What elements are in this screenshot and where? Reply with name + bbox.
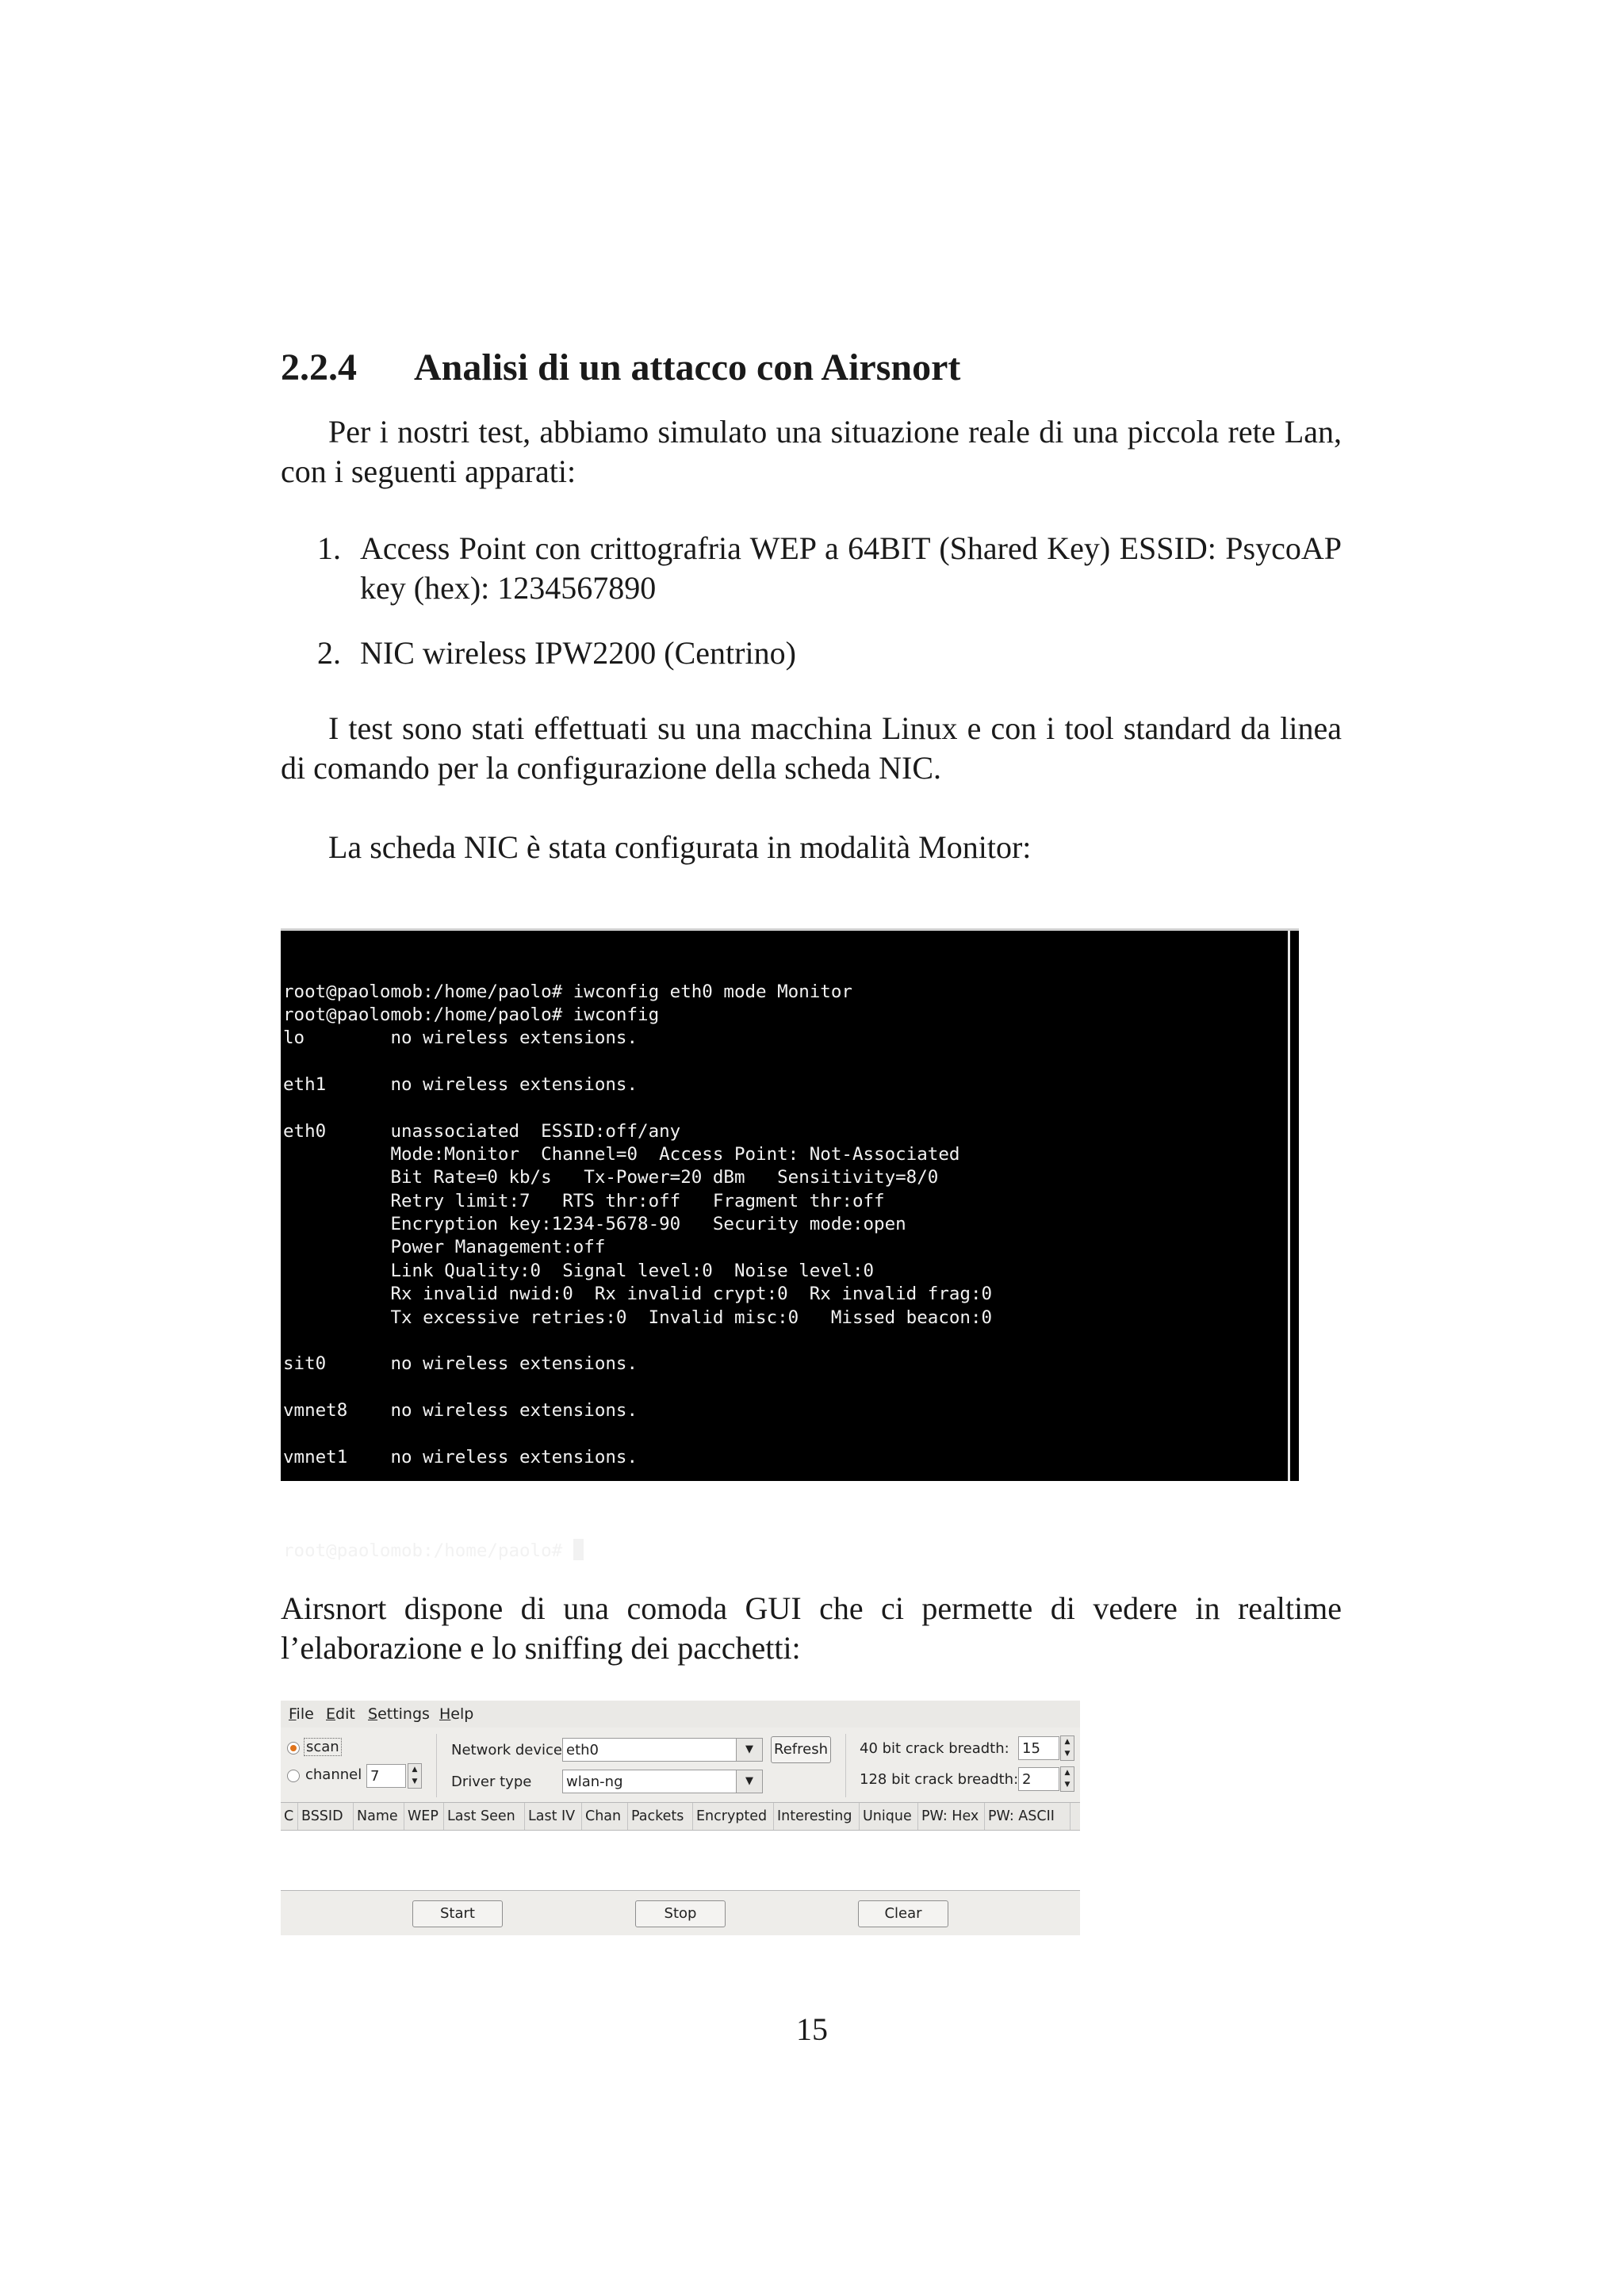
terminal-line: sit0 no wireless extensions. bbox=[283, 1353, 638, 1375]
network-list[interactable] bbox=[281, 1831, 1080, 1891]
terminal-line: root@paolomob:/home/paolo# iwconfig eth0 mode Monitor bbox=[283, 981, 852, 1002]
terminal-line: Power Management:off bbox=[283, 1237, 606, 1258]
column-bssid[interactable]: BSSID bbox=[298, 1803, 354, 1830]
terminal-line: vmnet1 no wireless extensions. bbox=[283, 1446, 638, 1468]
column-unique[interactable]: Unique bbox=[860, 1803, 918, 1830]
terminal-line bbox=[283, 1422, 992, 1445]
list-text: Access Point con crittografria WEP a 64BIT (Shared Key) ESSID: PsycoAP key (hex): 1234567890 bbox=[360, 530, 1342, 606]
terminal-line bbox=[283, 1376, 992, 1399]
terminal-line bbox=[283, 1096, 992, 1119]
terminal-line: lo no wireless extensions. bbox=[283, 1027, 638, 1049]
terminal-line: eth1 no wireless extensions. bbox=[283, 1074, 638, 1096]
terminal-prompt: root@paolomob:/home/paolo# bbox=[283, 1540, 573, 1561]
column-interesting[interactable]: Interesting bbox=[774, 1803, 860, 1830]
terminal-line: eth0 unassociated ESSID:off/any bbox=[283, 1120, 681, 1142]
crack128-stepper[interactable]: ▲ ▼ bbox=[1060, 1766, 1074, 1792]
start-button[interactable]: Start bbox=[412, 1900, 503, 1927]
terminal-scrollbar[interactable] bbox=[1288, 931, 1299, 1481]
column-name[interactable]: Name bbox=[354, 1803, 404, 1830]
chevron-down-icon[interactable]: ▼ bbox=[736, 1738, 763, 1762]
clear-button[interactable]: Clear bbox=[858, 1900, 948, 1927]
column-last-seen[interactable]: Last Seen bbox=[444, 1803, 525, 1830]
column-pw-hex[interactable]: PW: Hex bbox=[918, 1803, 985, 1830]
chevron-down-icon[interactable]: ▼ bbox=[736, 1770, 763, 1793]
list-item bbox=[317, 529, 1342, 608]
channel-input[interactable]: 7 bbox=[366, 1764, 406, 1788]
scan-label: scan bbox=[304, 1738, 342, 1756]
network-device-field[interactable]: eth0 bbox=[562, 1738, 737, 1762]
monitor-paragraph: La scheda NIC è stata configurata in modalità Monitor: bbox=[328, 829, 1032, 865]
terminal-line bbox=[283, 1330, 992, 1353]
network-table-header bbox=[281, 1802, 1080, 1831]
terminal-output bbox=[283, 934, 992, 1609]
driver-type-label: Driver type bbox=[451, 1774, 532, 1790]
toolbar-separator bbox=[436, 1734, 437, 1797]
column-chan[interactable]: Chan bbox=[582, 1803, 628, 1830]
crack128-label: 128 bit crack breadth: bbox=[860, 1771, 1019, 1788]
terminal-line: Encryption key:1234-5678-90 Security mode:open bbox=[283, 1214, 906, 1235]
column-encrypted[interactable]: Encrypted bbox=[693, 1803, 774, 1830]
menu-edit[interactable]: Edit bbox=[326, 1705, 355, 1723]
list-text: NIC wireless IPW2200 (Centrino) bbox=[360, 635, 796, 671]
channel-radio[interactable] bbox=[287, 1770, 300, 1782]
toolbar-separator bbox=[845, 1734, 846, 1797]
gui-paragraph: Airsnort dispone di una comoda GUI che ci permette di vedere in realtime l’elaborazione e lo sniffing dei pacchetti: bbox=[281, 1590, 1342, 1666]
menu-file[interactable]: File bbox=[289, 1705, 314, 1723]
tests-paragraph: I test sono stati effettuati su una macchina Linux e con i tool standard da linea di comando per la configurazione della scheda NIC. bbox=[281, 710, 1342, 786]
list-number: 2. bbox=[317, 635, 341, 671]
list-item bbox=[317, 633, 1342, 673]
list-number: 1. bbox=[317, 530, 341, 566]
menu-help[interactable]: Help bbox=[439, 1705, 474, 1723]
menu-settings[interactable]: Settings bbox=[368, 1705, 430, 1723]
stop-button[interactable]: Stop bbox=[635, 1900, 726, 1927]
terminal-line: Retry limit:7 RTS thr:off Fragment thr:off bbox=[283, 1190, 885, 1211]
menu-bar bbox=[281, 1701, 1080, 1728]
section-title: Analisi di un attacco con Airsnort bbox=[414, 346, 961, 388]
column-last-iv[interactable]: Last IV bbox=[525, 1803, 582, 1830]
driver-type-field[interactable]: wlan-ng bbox=[562, 1770, 737, 1793]
terminal-line: root@paolomob:/home/paolo# iwconfig bbox=[283, 1004, 660, 1026]
scan-radio[interactable] bbox=[287, 1742, 300, 1755]
terminal-line: Rx invalid nwid:0 Rx invalid crypt:0 Rx invalid frag:0 bbox=[283, 1284, 993, 1305]
column-packets[interactable]: Packets bbox=[628, 1803, 693, 1830]
terminal-line: Mode:Monitor Channel=0 Access Point: Not-Associated bbox=[283, 1144, 960, 1165]
section-heading bbox=[281, 346, 960, 389]
terminal-line bbox=[283, 1469, 992, 1492]
terminal-line bbox=[283, 1050, 992, 1073]
crack40-label: 40 bit crack breadth: bbox=[860, 1740, 1009, 1757]
column-wep[interactable]: WEP bbox=[404, 1803, 444, 1830]
terminal-screenshot bbox=[281, 928, 1299, 1561]
network-device-label: Network device bbox=[451, 1742, 563, 1758]
channel-label: channel bbox=[305, 1766, 362, 1783]
cursor-icon bbox=[573, 1539, 584, 1560]
intro-paragraph: Per i nostri test, abbiamo simulato una situazione reale di una piccola rete Lan, con i seguenti apparati: bbox=[281, 414, 1342, 489]
terminal-line: Link Quality:0 Signal level:0 Noise level:0 bbox=[283, 1260, 875, 1281]
column-c[interactable]: C bbox=[281, 1803, 298, 1830]
crack128-input[interactable]: 2 bbox=[1018, 1767, 1059, 1791]
refresh-button[interactable]: Refresh bbox=[771, 1736, 831, 1763]
crack40-input[interactable]: 15 bbox=[1018, 1736, 1059, 1760]
terminal-lines bbox=[283, 981, 992, 1493]
channel-stepper[interactable]: ▲ ▼ bbox=[408, 1763, 422, 1789]
page-number: 15 bbox=[796, 2011, 828, 2047]
airsnort-window bbox=[281, 1701, 1080, 1935]
terminal-line: Tx excessive retries:0 Invalid misc:0 Missed beacon:0 bbox=[283, 1307, 993, 1328]
terminal-line: vmnet8 no wireless extensions. bbox=[283, 1399, 638, 1421]
column-pw-ascii[interactable]: PW: ASCII bbox=[985, 1803, 1071, 1830]
terminal-line: Bit Rate=0 kb/s Tx-Power=20 dBm Sensitivity=8/0 bbox=[283, 1167, 939, 1188]
crack40-stepper[interactable]: ▲ ▼ bbox=[1060, 1735, 1074, 1761]
section-number: 2.2.4 bbox=[281, 346, 357, 388]
terminal-prompt-line bbox=[283, 1539, 992, 1563]
